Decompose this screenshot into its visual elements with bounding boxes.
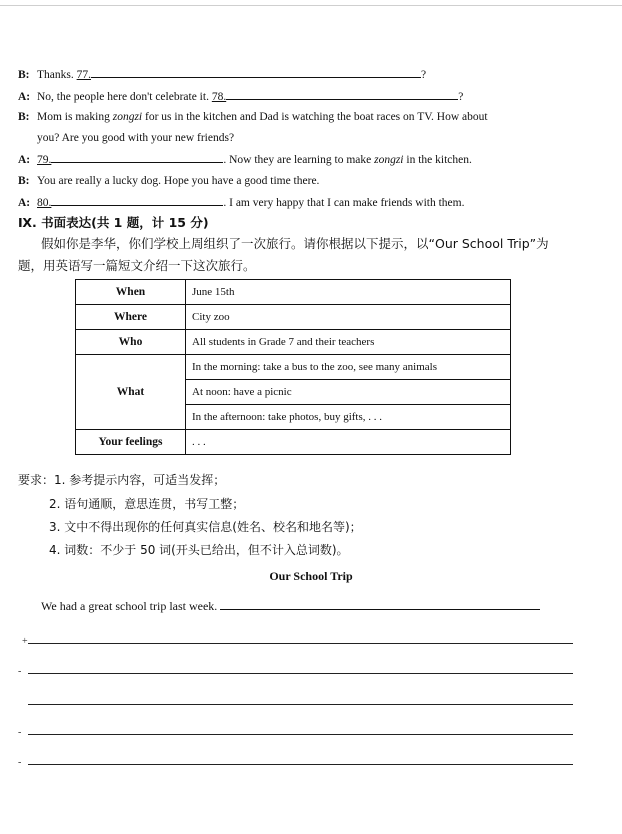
dialog-emphasis: zongzi — [112, 111, 143, 123]
row-value: In the afternoon: take photos, buy gifts, . . . — [186, 405, 511, 430]
writing-line[interactable] — [28, 704, 573, 705]
blank-number: 80. — [37, 197, 52, 209]
dialog-text: No, the people here don't celebrate it. — [37, 91, 209, 103]
margin-tick-icon: + — [22, 636, 28, 647]
margin-tick-icon: - — [18, 757, 22, 768]
row-value: City zoo — [186, 305, 511, 330]
speaker-label: B: — [18, 175, 30, 187]
dialog-text: You are really a lucky dog. Hope you have a good time there. — [37, 175, 320, 187]
speaker-label: B: — [18, 111, 30, 123]
speaker-label: A: — [18, 154, 31, 166]
essay-title: Our School Trip — [269, 569, 353, 583]
dialog-line-79 — [18, 152, 472, 167]
requirement-1: 要求：1. 参考提示内容，可适当发挥； — [18, 473, 226, 487]
dialog-line-77 — [18, 67, 426, 82]
blank-number: 77. — [76, 69, 91, 81]
essay-opening-sentence: We had a great school trip last week. — [41, 599, 218, 613]
requirement-2: 2. 语句通顺，意思连贯，书写工整； — [49, 497, 245, 511]
row-value: . . . — [186, 430, 511, 455]
dialog-line-80 — [18, 195, 464, 210]
row-value: June 15th — [186, 280, 511, 305]
dialog-punct: ? — [420, 69, 427, 81]
row-label: Your feelings — [76, 430, 186, 455]
page-top-border — [0, 5, 622, 6]
prompt-line-2: 题，用英语写一篇短文介绍一下这次旅行。 — [18, 258, 256, 273]
blank-number: 78. — [211, 91, 227, 103]
dialog-line-78 — [18, 89, 463, 104]
dialog-line-b2 — [18, 174, 319, 188]
dialog-line-b-cont — [37, 131, 234, 145]
trip-info-table — [75, 279, 511, 455]
dialog-text: Thanks. — [37, 69, 74, 81]
dialog-emphasis: zongzi — [374, 154, 404, 166]
speaker-label: A: — [18, 197, 31, 209]
margin-tick-icon: - — [18, 727, 22, 738]
answer-blank-80[interactable] — [51, 195, 223, 206]
writing-line[interactable] — [28, 734, 573, 735]
essay-start — [41, 599, 540, 614]
table-row — [76, 355, 511, 380]
margin-tick-icon: - — [18, 666, 22, 677]
dialog-text: Mom is making — [37, 111, 113, 123]
section-title: Ⅸ. 书面表达(共 1 题，计 15 分) — [18, 215, 209, 230]
row-label: Who — [76, 330, 186, 355]
table-row — [76, 305, 511, 330]
answer-blank-77[interactable] — [91, 67, 421, 78]
row-label: Where — [76, 305, 186, 330]
table-row — [76, 430, 511, 455]
prompt-line-1: 假如你是李华，你们学校上周组织了一次旅行。请你根据以下提示，以“Our School Trip”为 — [41, 236, 549, 251]
row-value: In the morning: take a bus to the zoo, see many animals — [186, 355, 511, 380]
dialog-line-b — [18, 110, 488, 124]
answer-blank-79[interactable] — [51, 152, 223, 163]
row-label: What — [76, 355, 186, 430]
writing-line[interactable] — [28, 643, 573, 644]
writing-blank-first[interactable] — [220, 599, 540, 610]
table-row — [76, 330, 511, 355]
writing-line[interactable] — [28, 673, 573, 674]
dialog-text: in the kitchen. — [403, 154, 472, 166]
speaker-label: B: — [18, 69, 30, 81]
dialog-text: . I am very happy that I can make friends with them. — [223, 197, 465, 209]
table-row — [76, 280, 511, 305]
row-value: All students in Grade 7 and their teachers — [186, 330, 511, 355]
row-value: At noon: have a picnic — [186, 380, 511, 405]
dialog-text: you? Are you good with your new friends? — [37, 132, 235, 144]
dialog-text: . Now they are learning to make — [223, 154, 375, 166]
requirement-4: 4. 词数：不少于 50 词(开头已给出，但不计入总词数)。 — [49, 543, 349, 557]
requirement-3: 3. 文中不得出现你的任何真实信息(姓名、校名和地名等)； — [49, 520, 362, 534]
speaker-label: A: — [18, 91, 31, 103]
dialog-text: for us in the kitchen and Dad is watching the boat races on TV. How about — [142, 111, 488, 123]
row-label: When — [76, 280, 186, 305]
answer-blank-78[interactable] — [226, 89, 458, 100]
dialog-punct: ? — [458, 91, 464, 103]
writing-line[interactable] — [28, 764, 573, 765]
blank-number: 79. — [37, 154, 52, 166]
